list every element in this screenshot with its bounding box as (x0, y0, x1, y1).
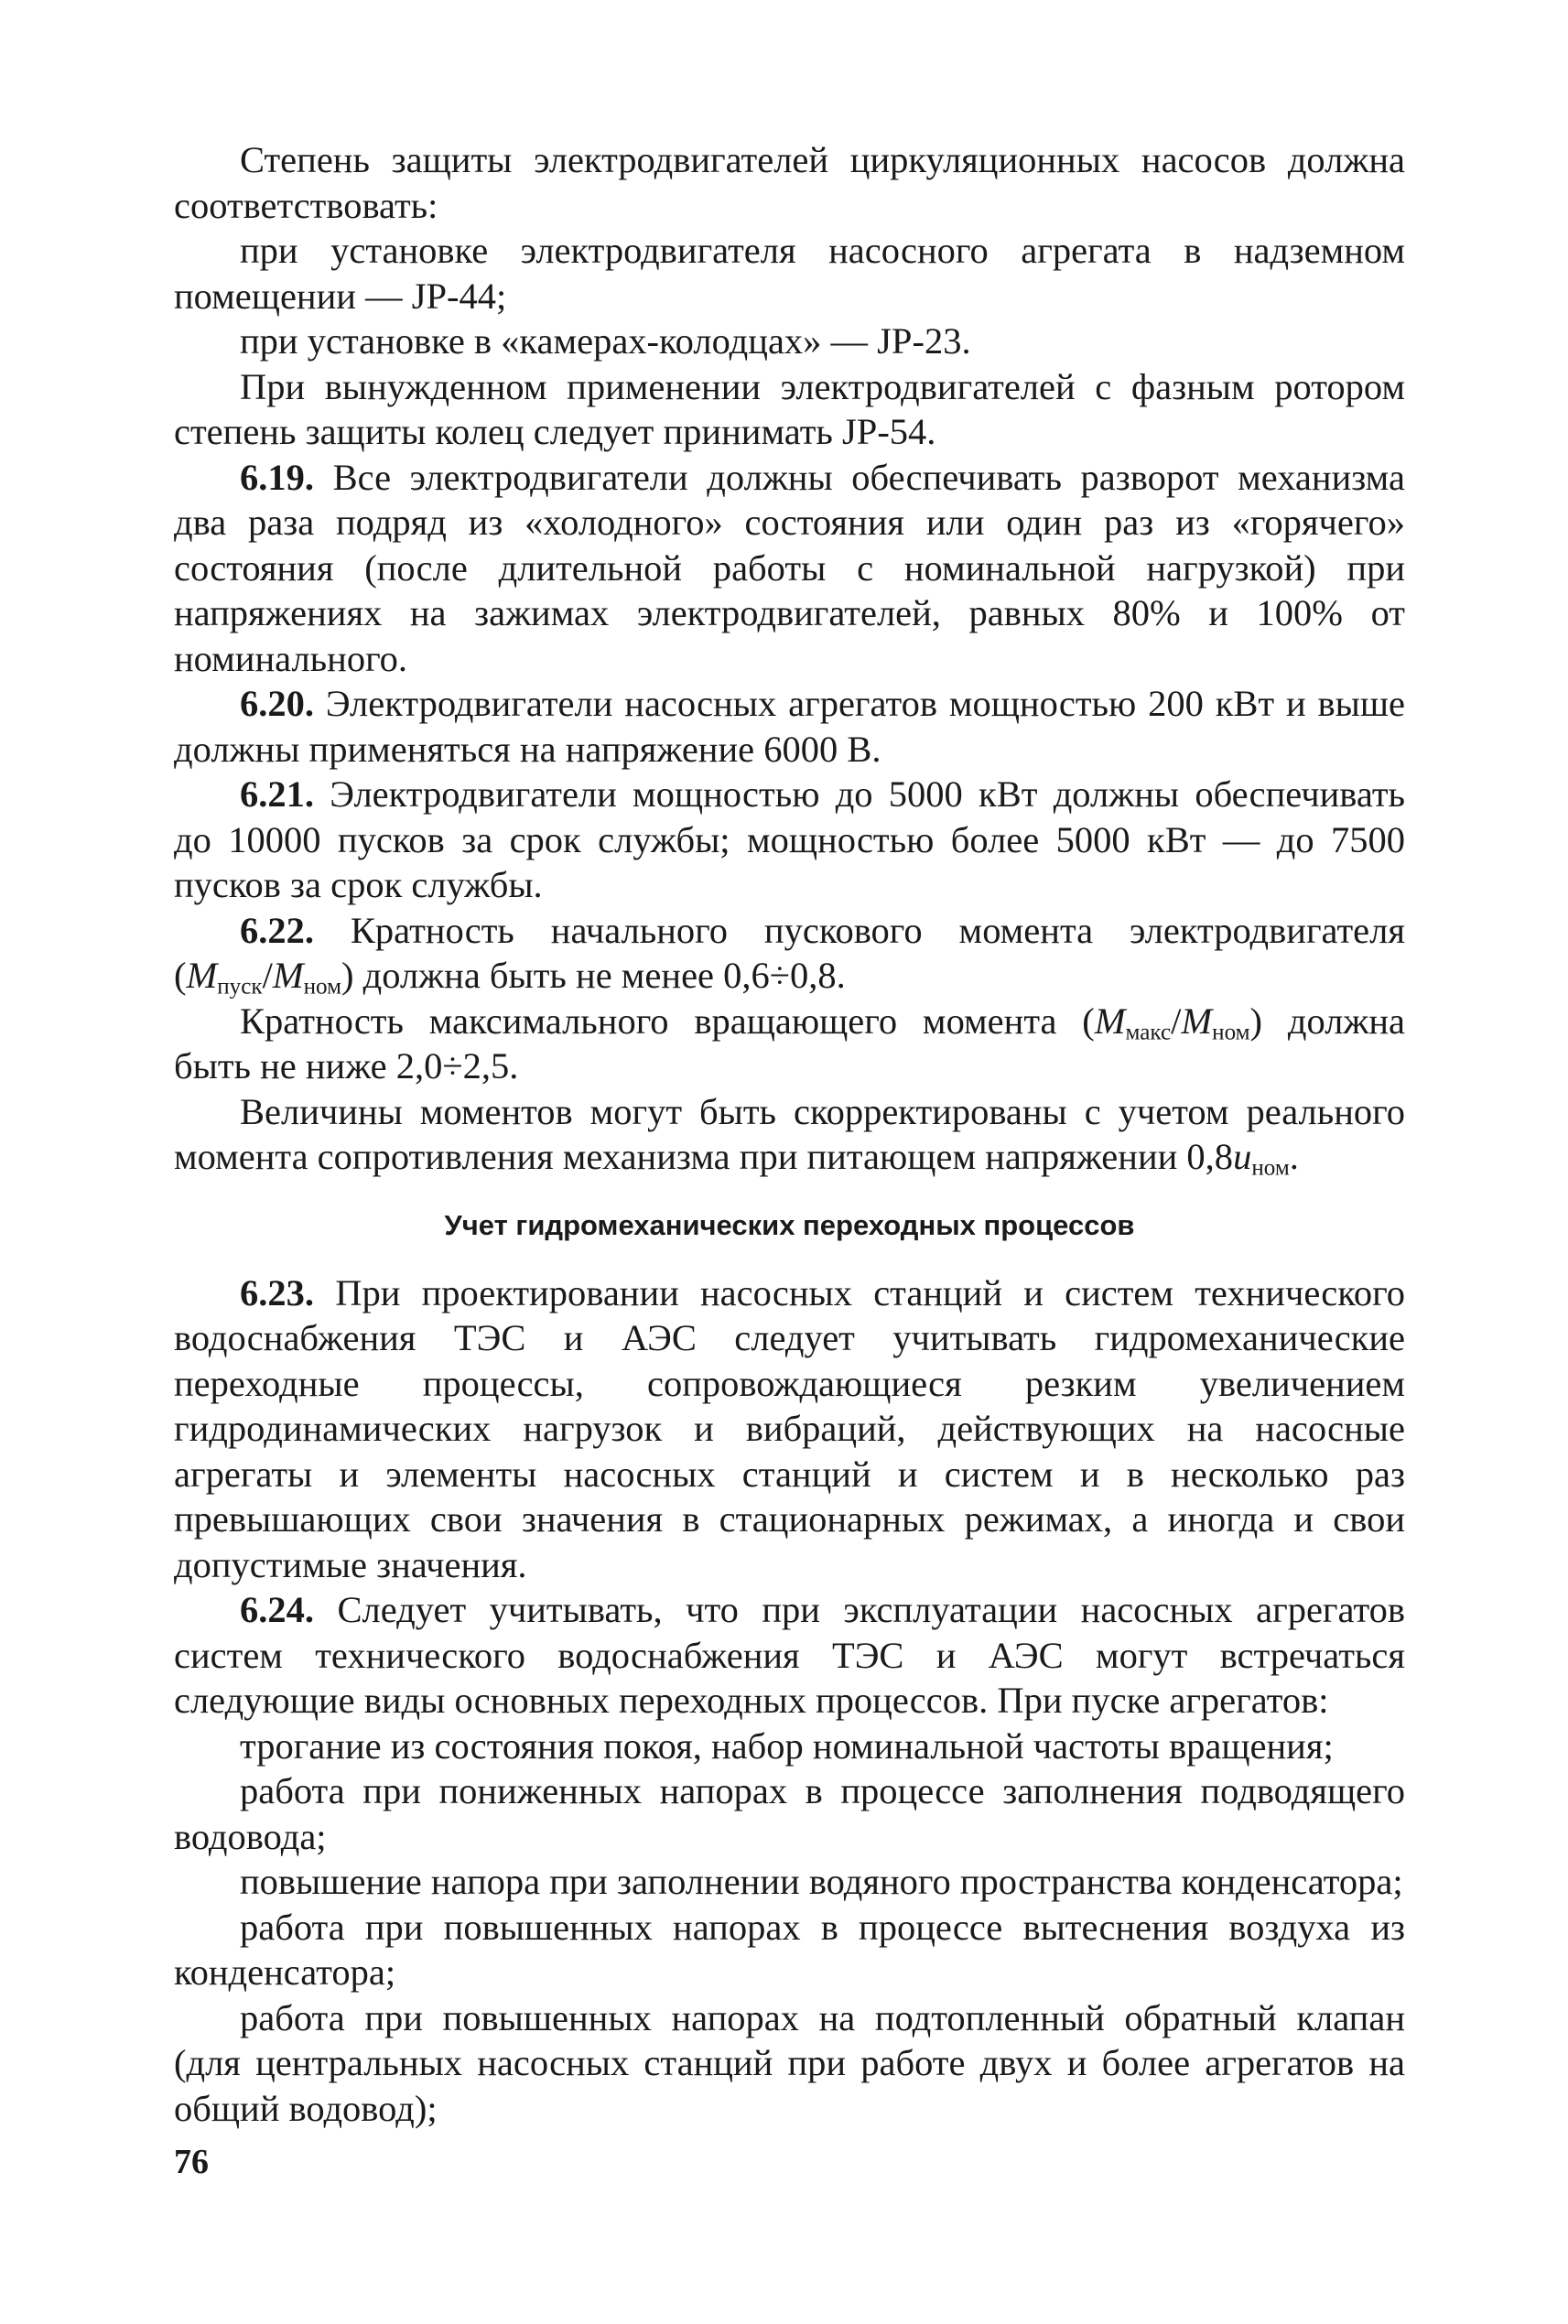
clause-number: 6.23. (240, 1271, 314, 1313)
clause-6-21 (174, 772, 1405, 908)
clause-6-24 (174, 1587, 1405, 1724)
list-item: трогание из состояния покоя, набор номинальной частоты вращения; (240, 1724, 1334, 1767)
paragraph (174, 1089, 1405, 1180)
clause-6-23 (174, 1270, 1405, 1588)
subscript: ном (303, 974, 342, 1000)
clause-number: 6.22. (240, 909, 314, 951)
clause-text: Следует учитывать, что при эксплуатации насосных агрегатов систем технического водоснабжения ТЭС и АЭС могут встречаться следующие виды основных переходных процессов. При пуске агрегатов: (174, 1589, 1406, 1721)
clause-6-20 (174, 681, 1405, 772)
list-item: работа при повышенных напорах на подтопленный обратный клапан (для центральных насосных станций при работе двух и более агрегатов на общий водовод); (174, 1996, 1405, 2129)
list-item: работа при пониженных напорах в процессе заполнения подводящего водовода; (174, 1770, 1405, 1857)
clause-number: 6.20. (240, 683, 314, 724)
list-item: работа при повышенных напорах в процессе вытеснения воздуха из конденсатора; (174, 1906, 1405, 1993)
subscript: макс (1125, 1019, 1172, 1044)
clause-text: Электродвигатели мощностью до 5000 кВт должны обеспечивать до 10000 пусков за срок службы; мощностью более 5000 кВт — до 7500 пусков за срок службы. (174, 773, 1405, 905)
clause-text: Кратность начального пускового момента электродвигателя ( (174, 909, 1405, 996)
symbol-m: M (1181, 1000, 1213, 1042)
symbol-m: M (272, 955, 304, 996)
paragraph-text: ) должна быть не ниже 2,0÷2,5. (174, 1000, 1405, 1086)
clause-text: При проектировании насосных станций и систем технического водоснабжения ТЭС и АЭС следует учитывать гидромеханические переходные процессы, сопровождающиеся резким увеличением гидродинамических нагрузок и вибраций, действующих на насосные агрегаты и элементы насосных станций и систем и в несколько раз превышающих свои значения в стационарных режимах, а иногда и свои допустимые значения. (174, 1271, 1406, 1585)
clause-number: 6.21. (240, 773, 314, 815)
clause-number: 6.19. (240, 456, 314, 498)
slash: / (1171, 1000, 1182, 1042)
paragraph: При вынужденном применении электродвигателей с фазным ротором степень защиты колец следует принимать JP-54. (174, 365, 1405, 452)
clause-6-22 (174, 908, 1405, 999)
subscript: ном (1212, 1019, 1250, 1044)
page-number: 76 (174, 2143, 209, 2181)
clause-number: 6.24. (240, 1589, 314, 1630)
paragraph-text: . (1289, 1136, 1299, 1177)
subscript: пуск (217, 974, 263, 1000)
slash: / (262, 955, 273, 996)
clause-text: Электродвигатели насосных агрегатов мощностью 200 кВт и выше должны применяться на напряжение 6000 В. (174, 683, 1405, 770)
symbol-m: M (1094, 1000, 1126, 1042)
clause-text: Все электродвигатели должны обеспечивать разворот механизма два раза подряд из «холодного» состояния или один раз из «горячего» состояния (после длительной работы с номинальной нагрузкой) при напряжениях на зажимах электродвигателей, равных 80% и 100% от номинального. (174, 456, 1405, 679)
paragraph (174, 999, 1405, 1089)
body-text (174, 137, 1405, 2131)
symbol-m: M (186, 955, 218, 996)
paragraph: Степень защиты электродвигателей циркуляционных насосов должна соответствовать: (174, 139, 1405, 226)
paragraph: при установке в «камерах-колодцах» — JP-23. (240, 320, 971, 362)
subscript: ном (1251, 1155, 1290, 1181)
section-heading: Учет гидромеханических переходных процессов (444, 1208, 1135, 1241)
paragraph-text: Величины моментов могут быть скорректированы с учетом реального момента сопротивления механизма при питающем напряжении 0,8 (174, 1090, 1405, 1177)
clause-6-19 (174, 455, 1405, 682)
symbol-u: u (1233, 1136, 1252, 1177)
paragraph-text: Кратность максимального вращающего момента ( (240, 1000, 1095, 1042)
list-item: повышение напора при заполнении водяного пространства конденсатора; (240, 1861, 1403, 1902)
paragraph: при установке электродвигателя насосного агрегата в надземном помещении — JP-44; (174, 230, 1405, 317)
clause-text: ) должна быть не менее 0,6÷0,8. (341, 955, 846, 996)
